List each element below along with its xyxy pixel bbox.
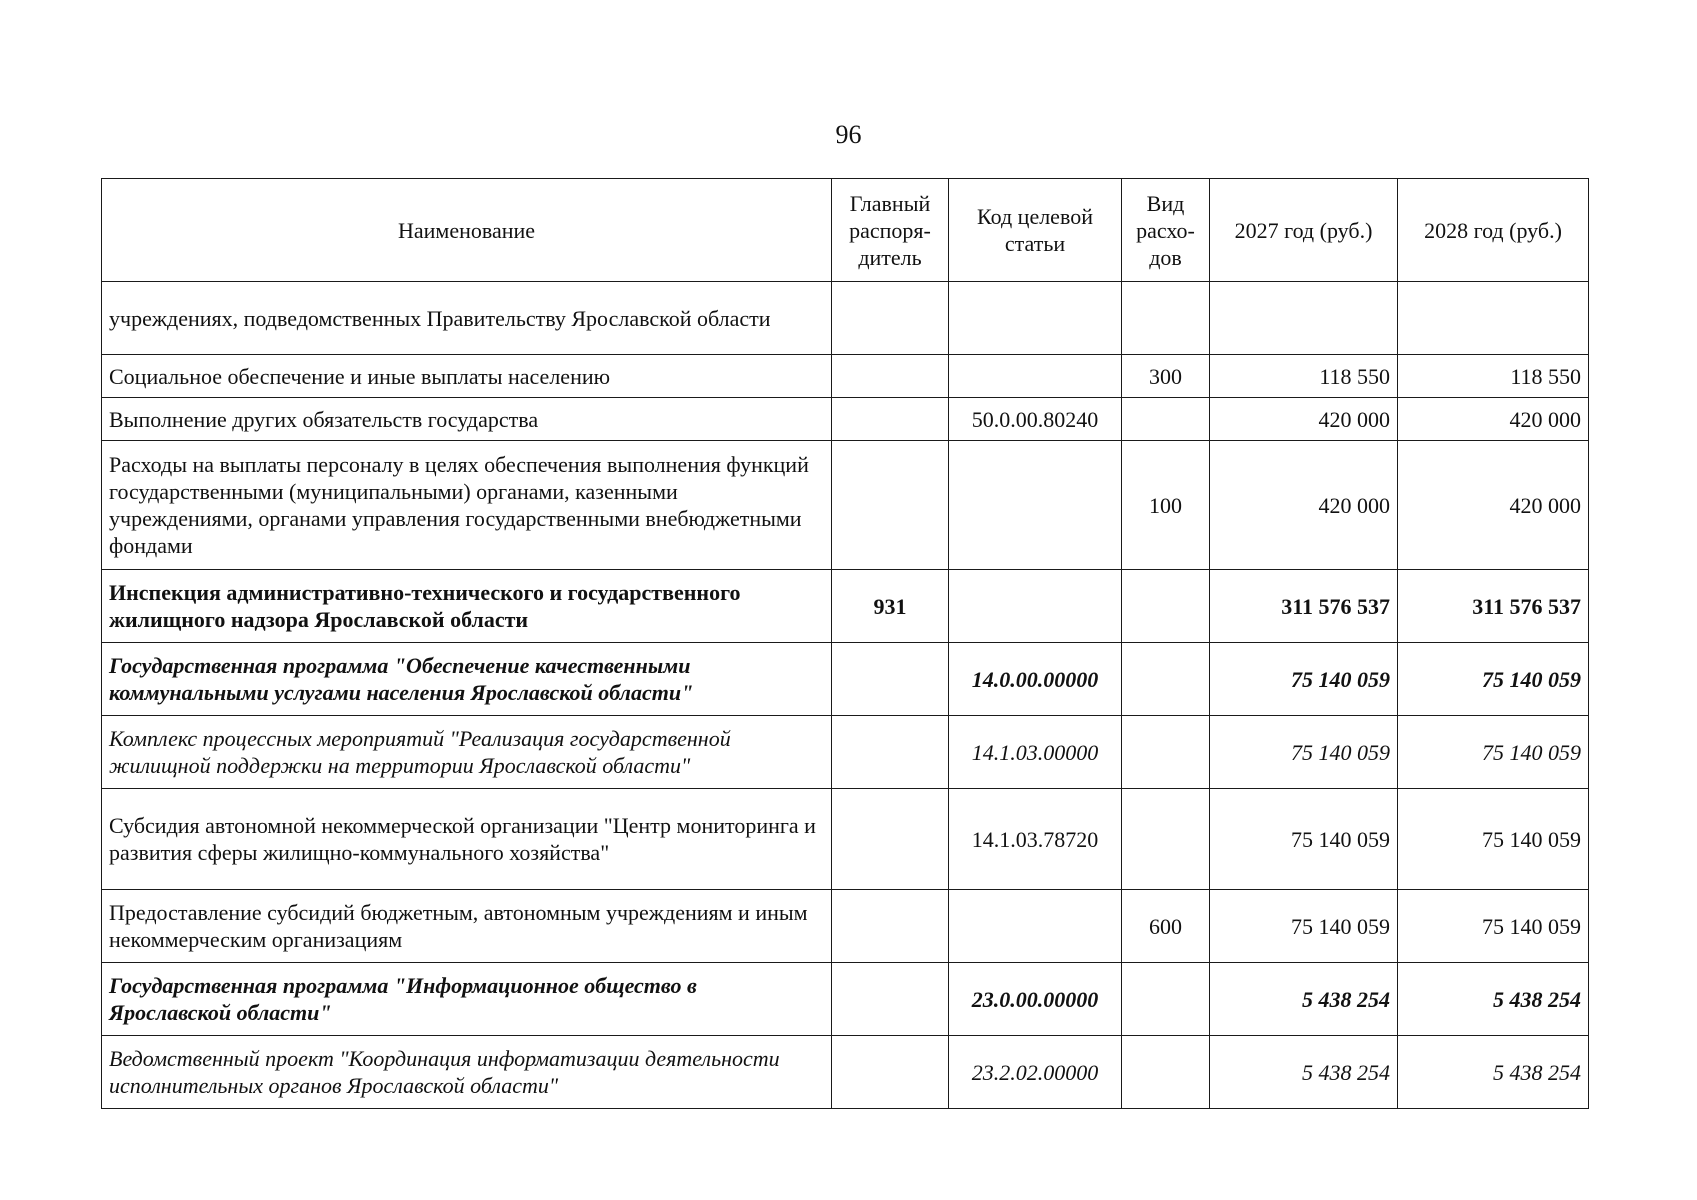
row-name: учреждениях, подведомственных Правительству Ярославской области [102, 282, 832, 355]
row-name: Ведомственный проект "Координация информатизации деятельности исполнительных органов Ярославской области" [102, 1036, 832, 1109]
row-amount-2028: 5 438 254 [1398, 963, 1589, 1036]
table-row [102, 716, 1589, 789]
row-amount-2027: 420 000 [1210, 398, 1398, 441]
row-target-code [949, 282, 1122, 355]
row-amount-2028: 118 550 [1398, 355, 1589, 398]
row-main-manager [832, 355, 949, 398]
row-target-code [949, 570, 1122, 643]
row-target-code: 23.2.02.00000 [949, 1036, 1122, 1109]
row-name: Выполнение других обязательств государства [102, 398, 832, 441]
row-amount-2027: 118 550 [1210, 355, 1398, 398]
table-row [102, 398, 1589, 441]
row-main-manager [832, 789, 949, 890]
row-expense-type [1122, 282, 1210, 355]
header-year-2028: 2028 год (руб.) [1398, 179, 1589, 282]
row-main-manager [832, 398, 949, 441]
row-amount-2027: 420 000 [1210, 441, 1398, 570]
row-amount-2028: 420 000 [1398, 398, 1589, 441]
row-expense-type [1122, 789, 1210, 890]
row-target-code [949, 355, 1122, 398]
table-row [102, 570, 1589, 643]
row-expense-type [1122, 963, 1210, 1036]
row-amount-2027: 75 140 059 [1210, 890, 1398, 963]
row-expense-type: 100 [1122, 441, 1210, 570]
row-name: Инспекция административно-технического и государственного жилищного надзора Ярославской области [102, 570, 832, 643]
header-target-code: Код целевой статьи [949, 179, 1122, 282]
row-name: Государственная программа "Информационное общество в Ярославской области" [102, 963, 832, 1036]
header-expense-type: Вид расхо-дов [1122, 179, 1210, 282]
row-target-code: 14.0.00.00000 [949, 643, 1122, 716]
row-main-manager [832, 1036, 949, 1109]
row-amount-2027: 311 576 537 [1210, 570, 1398, 643]
table-row [102, 441, 1589, 570]
row-name: Социальное обеспечение и иные выплаты населению [102, 355, 832, 398]
table-row [102, 282, 1589, 355]
row-expense-type [1122, 716, 1210, 789]
row-amount-2027: 5 438 254 [1210, 963, 1398, 1036]
row-main-manager [832, 890, 949, 963]
row-target-code [949, 890, 1122, 963]
row-expense-type [1122, 643, 1210, 716]
row-expense-type: 600 [1122, 890, 1210, 963]
row-main-manager [832, 963, 949, 1036]
header-main-manager: Главный распоря-дитель [832, 179, 949, 282]
row-expense-type [1122, 398, 1210, 441]
table-row [102, 1036, 1589, 1109]
row-target-code: 50.0.00.80240 [949, 398, 1122, 441]
row-expense-type [1122, 570, 1210, 643]
row-main-manager: 931 [832, 570, 949, 643]
table-row [102, 890, 1589, 963]
row-amount-2027: 75 140 059 [1210, 789, 1398, 890]
row-name: Предоставление субсидий бюджетным, автономным учреждениям и иным некоммерческим организациям [102, 890, 832, 963]
header-name: Наименование [102, 179, 832, 282]
table-row [102, 789, 1589, 890]
budget-table [101, 178, 1589, 1109]
row-name: Государственная программа "Обеспечение качественными коммунальными услугами населения Ярославской области" [102, 643, 832, 716]
table-row [102, 355, 1589, 398]
row-main-manager [832, 441, 949, 570]
row-expense-type [1122, 1036, 1210, 1109]
row-amount-2028: 75 140 059 [1398, 716, 1589, 789]
row-amount-2027: 75 140 059 [1210, 643, 1398, 716]
row-target-code: 23.0.00.00000 [949, 963, 1122, 1036]
row-amount-2027: 5 438 254 [1210, 1036, 1398, 1109]
row-name: Расходы на выплаты персоналу в целях обеспечения выполнения функций государственными (муниципальными) органами, казенными учреждениями, органами управления государственными внебюджетными фондами [102, 441, 832, 570]
row-target-code: 14.1.03.78720 [949, 789, 1122, 890]
row-amount-2028: 311 576 537 [1398, 570, 1589, 643]
row-name: Комплекс процессных мероприятий "Реализация государственной жилищной поддержки на территории Ярославской области" [102, 716, 832, 789]
row-target-code [949, 441, 1122, 570]
row-amount-2028: 75 140 059 [1398, 643, 1589, 716]
row-amount-2028: 75 140 059 [1398, 789, 1589, 890]
row-main-manager [832, 643, 949, 716]
table-header-row [102, 179, 1589, 282]
row-amount-2028: 75 140 059 [1398, 890, 1589, 963]
row-amount-2028: 5 438 254 [1398, 1036, 1589, 1109]
table-row [102, 963, 1589, 1036]
row-main-manager [832, 716, 949, 789]
row-name: Субсидия автономной некоммерческой организации "Центр мониторинга и развития сферы жилищно-коммунального хозяйства" [102, 789, 832, 890]
page-number: 96 [835, 120, 862, 149]
header-year-2027: 2027 год (руб.) [1210, 179, 1398, 282]
row-amount-2027: 75 140 059 [1210, 716, 1398, 789]
row-amount-2027 [1210, 282, 1398, 355]
row-expense-type: 300 [1122, 355, 1210, 398]
row-target-code: 14.1.03.00000 [949, 716, 1122, 789]
row-amount-2028: 420 000 [1398, 441, 1589, 570]
table-row [102, 643, 1589, 716]
row-amount-2028 [1398, 282, 1589, 355]
row-main-manager [832, 282, 949, 355]
